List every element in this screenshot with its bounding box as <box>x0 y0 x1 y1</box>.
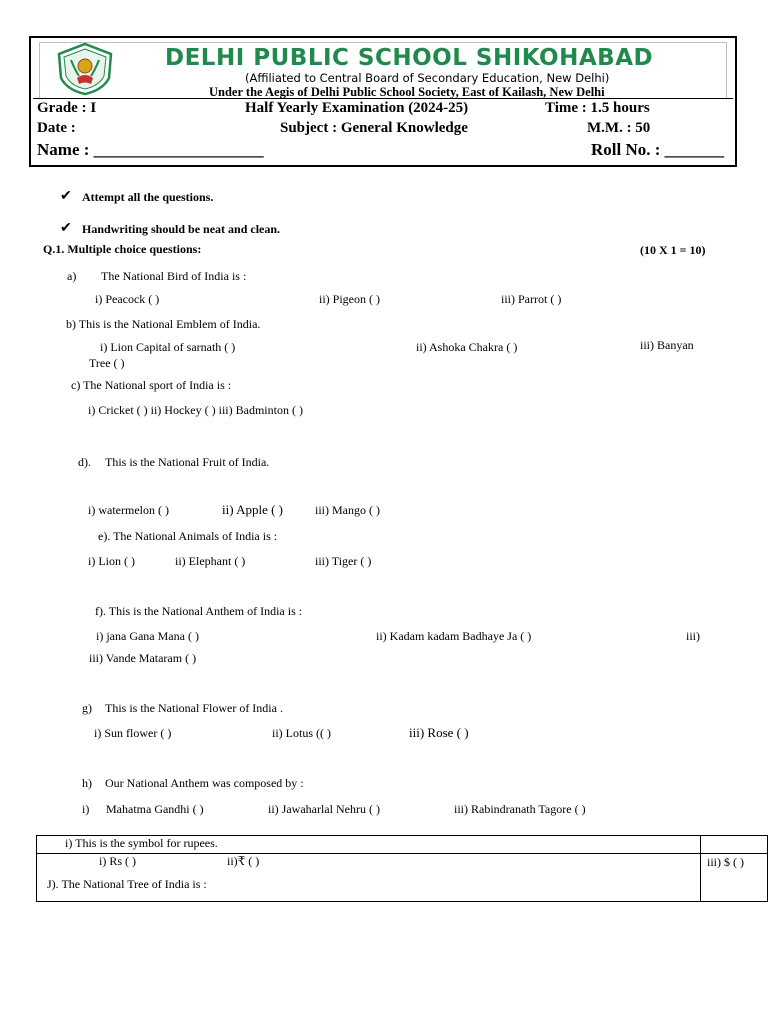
q1b-option-2: ii) Ashoka Chakra ( ) <box>416 340 518 354</box>
q1d-option-1: i) watermelon ( ) <box>88 503 169 517</box>
check-icon: ✔ <box>60 221 72 236</box>
school-name: DELHI PUBLIC SCHOOL SHIKOHABAD <box>165 45 654 71</box>
q1i-option-2: ii)₹ ( ) <box>227 854 260 868</box>
q1e-option-2: ii) Elephant ( ) <box>175 554 246 568</box>
q1h-option-1-label: i) <box>82 802 90 816</box>
q1e-question: e). The National Animals of India is : <box>98 529 278 543</box>
q1f-option-3: iii) Vande Mataram ( ) <box>89 651 197 665</box>
q1d-option-2: ii) Apple ( ) <box>222 502 284 517</box>
q1a-question: The National Bird of India is : <box>101 269 247 283</box>
subject-label: Subject : General Knowledge <box>280 120 468 136</box>
q1h-option-2: ii) Jawaharlal Nehru ( ) <box>268 802 380 816</box>
time-label: Time : 1.5 hours <box>545 100 650 116</box>
table-divider-vertical <box>700 836 701 901</box>
q1g-option-3: iii) Rose ( ) <box>409 725 469 740</box>
header-divider <box>33 98 733 99</box>
instruction-2: Handwriting should be neat and clean. <box>82 222 281 236</box>
q1h-option-1: Mahatma Gandhi ( ) <box>106 802 204 816</box>
aegis-text: Under the Aegis of Delhi Public School Society, East of Kailash, New Delhi <box>209 85 605 99</box>
q1i-option-3: iii) $ ( ) <box>707 855 744 869</box>
q1h-question: Our National Anthem was composed by : <box>105 776 304 790</box>
max-marks-label: M.M. : 50 <box>587 120 651 136</box>
q1-title: Q.1. Multiple choice questions: <box>43 242 202 256</box>
instruction-1: Attempt all the questions. <box>82 190 214 204</box>
q1g-label: g) <box>82 701 92 715</box>
question-table <box>36 835 768 902</box>
affiliation-text: (Affiliated to Central Board of Secondary Education, New Delhi) <box>245 71 610 85</box>
q1a-option-1: i) Peacock ( ) <box>95 292 160 306</box>
exam-title: Half Yearly Examination (2024-25) <box>245 100 469 116</box>
exam-header <box>29 36 737 167</box>
q1a-option-3: iii) Parrot ( ) <box>501 292 562 306</box>
q1b-option-3-cont: Tree ( ) <box>89 356 125 370</box>
q1b-question: b) This is the National Emblem of India. <box>66 317 261 331</box>
q1g-option-2: ii) Lotus (( ) <box>272 726 331 740</box>
q1j-question: J). The National Tree of India is : <box>47 877 207 891</box>
q1f-option-3-label: iii) <box>686 629 700 643</box>
q1f-option-1: i) jana Gana Mana ( ) <box>96 629 199 643</box>
q1h-label: h) <box>82 776 92 790</box>
q1g-question: This is the National Flower of India . <box>105 701 283 715</box>
q1b-option-3: iii) Banyan <box>640 338 694 352</box>
q1f-question: f). This is the National Anthem of India is : <box>95 604 303 618</box>
q1d-option-3: iii) Mango ( ) <box>315 503 380 517</box>
q1g-option-1: i) Sun flower ( ) <box>94 726 172 740</box>
table-divider-horizontal <box>37 853 767 854</box>
school-logo-icon <box>53 42 117 96</box>
q1c-question: c) The National sport of India is : <box>71 378 232 392</box>
q1-marks: (10 X 1 = 10) <box>640 243 706 257</box>
q1e-option-1: i) Lion ( ) <box>88 554 135 568</box>
roll-no-field: Roll No. : _______ <box>591 140 725 159</box>
date-label: Date : <box>37 120 76 136</box>
q1h-option-3: iii) Rabindranath Tagore ( ) <box>454 802 586 816</box>
q1a-label: a) <box>67 269 77 283</box>
name-field: Name : ____________________ <box>37 140 264 159</box>
q1d-label: d). <box>78 455 91 469</box>
check-icon: ✔ <box>60 189 72 204</box>
q1a-option-2: ii) Pigeon ( ) <box>319 292 380 306</box>
q1f-option-2: ii) Kadam kadam Badhaye Ja ( ) <box>376 629 532 643</box>
q1b-option-1: i) Lion Capital of sarnath ( ) <box>100 340 236 354</box>
q1e-option-3: iii) Tiger ( ) <box>315 554 372 568</box>
grade-label: Grade : I <box>37 100 97 116</box>
q1i-question: i) This is the symbol for rupees. <box>65 836 218 850</box>
q1d-question: This is the National Fruit of India. <box>105 455 270 469</box>
q1c-options: i) Cricket ( ) ii) Hockey ( ) iii) Badminton ( ) <box>88 403 303 417</box>
q1i-option-1: i) Rs ( ) <box>99 854 136 868</box>
